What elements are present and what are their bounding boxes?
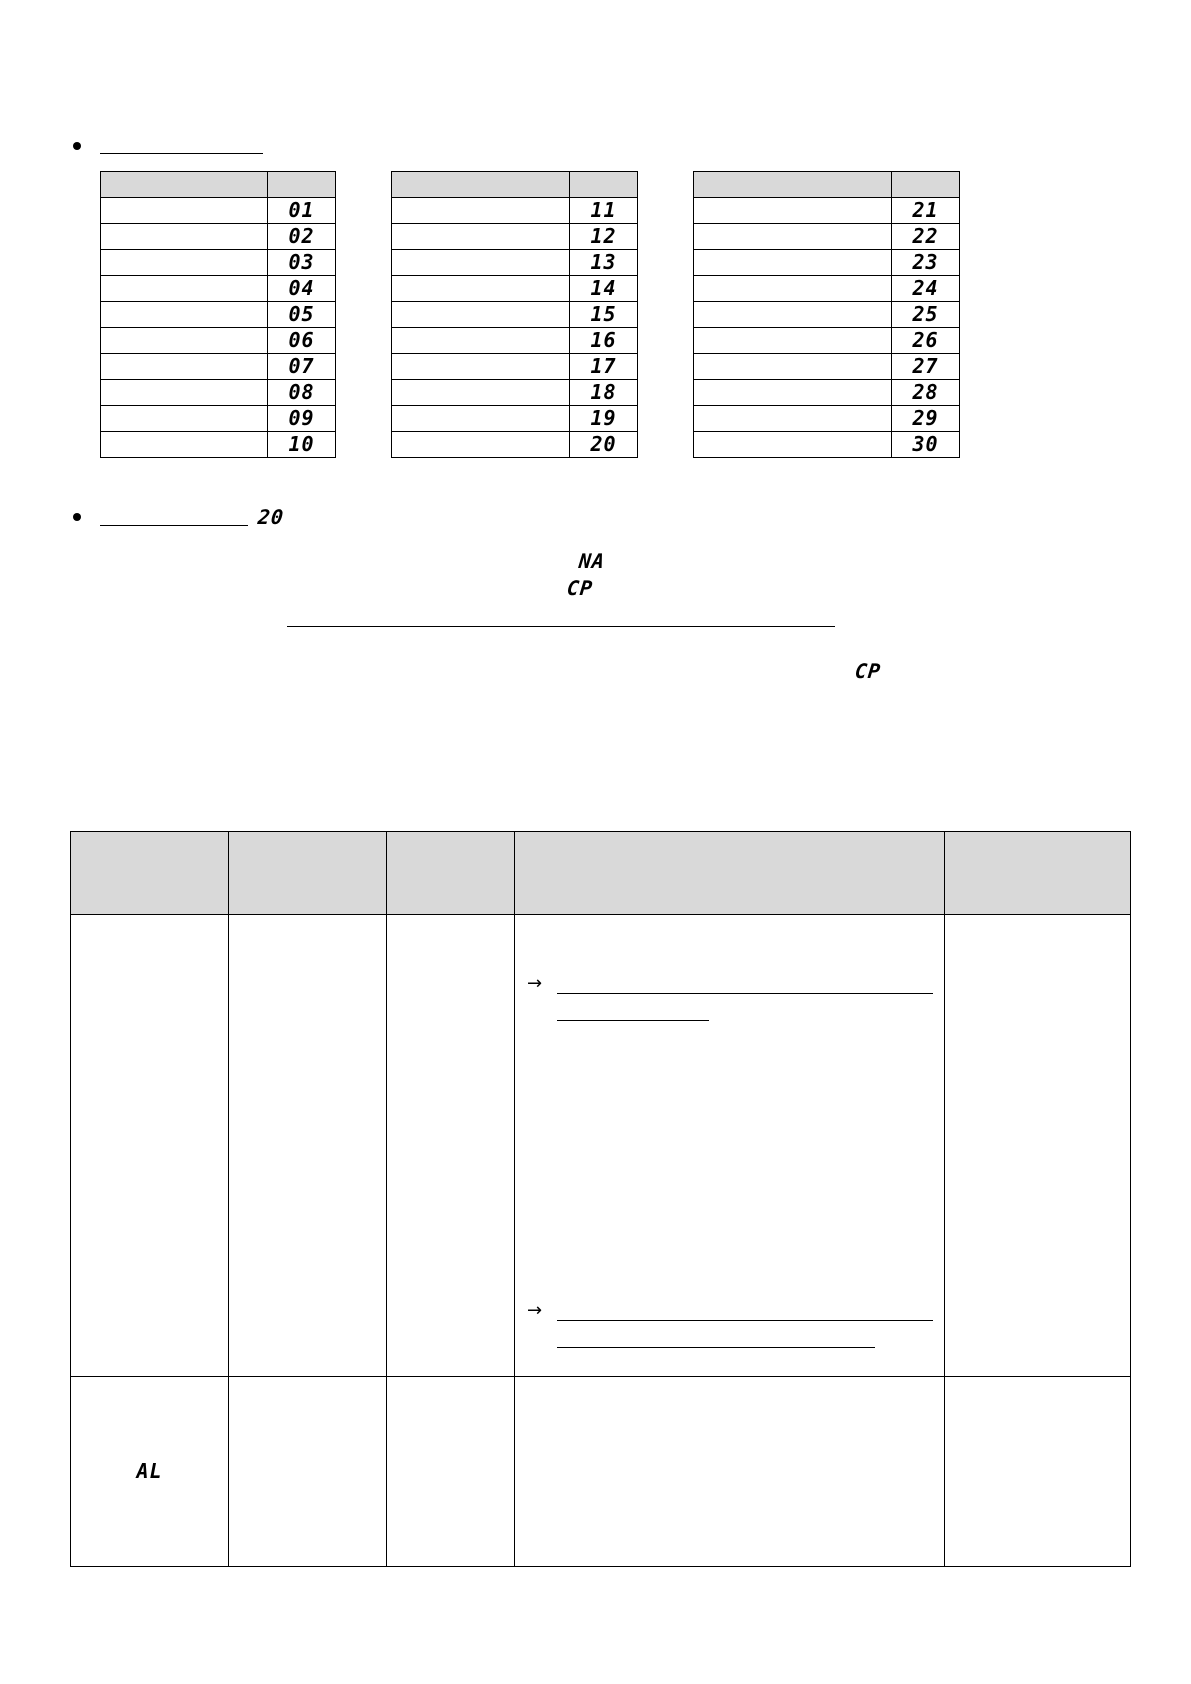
code-value: 16 <box>590 327 617 352</box>
code-value: 15 <box>590 301 617 326</box>
code-value: 08 <box>288 379 315 404</box>
main-table-row <box>71 1377 1131 1567</box>
code-value: 28 <box>912 379 939 404</box>
note-underline <box>557 993 933 994</box>
main-table-header <box>71 832 1131 915</box>
section-1-heading-underline <box>100 153 263 154</box>
code-value: 19 <box>590 405 617 430</box>
code-value: 17 <box>590 353 617 378</box>
row-code: AL <box>136 1458 163 1483</box>
code-value: 01 <box>288 197 315 222</box>
code-value: 07 <box>288 353 315 378</box>
code-value: 06 <box>288 327 315 352</box>
code-table-1 <box>100 171 336 458</box>
code-value: 02 <box>288 223 315 248</box>
main-table-row <box>71 915 1131 1377</box>
code-value: 05 <box>288 301 315 326</box>
line-2-code: CP <box>565 576 595 600</box>
section-2-code: 20 <box>256 505 286 529</box>
note-underline <box>557 1320 933 1321</box>
code-value: 29 <box>912 405 939 430</box>
code-value: 25 <box>912 301 939 326</box>
arrow-icon: → <box>527 1300 543 1321</box>
bullet-2 <box>73 513 81 521</box>
code-value: 24 <box>912 275 939 300</box>
code-value: 20 <box>590 431 617 456</box>
code-value: 13 <box>590 249 617 274</box>
code-value: 14 <box>590 275 617 300</box>
code-table-2 <box>391 171 638 458</box>
code-value: 18 <box>590 379 617 404</box>
code-value: 04 <box>288 275 315 300</box>
main-table <box>70 831 1131 1567</box>
line-4-code: CP <box>853 659 883 683</box>
code-value: 10 <box>288 431 315 456</box>
code-table-3 <box>693 171 960 458</box>
code-value: 30 <box>912 431 939 456</box>
code-value: 27 <box>912 353 939 378</box>
code-value: 09 <box>288 405 315 430</box>
code-value: 26 <box>912 327 939 352</box>
line-1-code: NA <box>577 549 607 573</box>
code-value: 11 <box>590 197 617 222</box>
arrow-icon: → <box>527 973 543 994</box>
bullet-1 <box>73 142 81 150</box>
code-value: 23 <box>912 249 939 274</box>
code-value: 03 <box>288 249 315 274</box>
note-underline <box>557 1020 709 1021</box>
code-value: 21 <box>912 197 939 222</box>
line-3-underline <box>287 626 835 627</box>
code-value: 22 <box>912 223 939 248</box>
note-underline <box>557 1347 875 1348</box>
section-2-heading-underline <box>100 525 248 526</box>
code-value: 12 <box>590 223 617 248</box>
